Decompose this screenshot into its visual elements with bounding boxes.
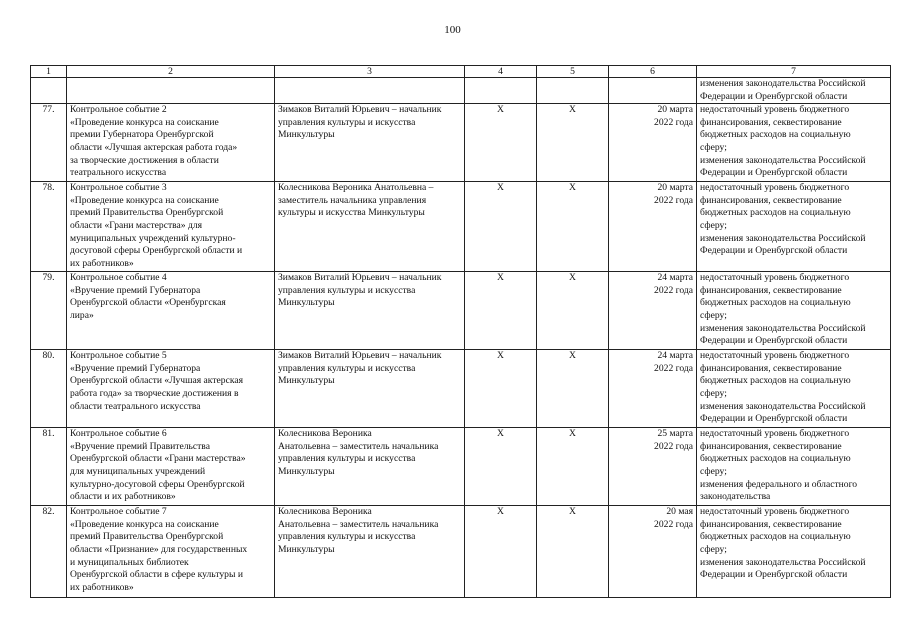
date-cell: 20 мая 2022 года: [609, 506, 697, 598]
cont-risks: изменения законодательства Российской Федерации и Оренбургской области: [697, 78, 891, 104]
header-row: [31, 66, 891, 78]
header-col-1: 1: [31, 66, 67, 78]
date-cell: 24 марта 2022 года: [609, 272, 697, 350]
event-cell: Контрольное событие 2 «Проведение конкурса на соискание премии Губернатора Оренбургской области «Лучшая актерская работа года» за творческие достижения в области театрального искусства: [67, 104, 275, 182]
cont-cell: [67, 78, 275, 104]
responsible-cell: Колесникова Вероника Анатольевна – заместитель начальника управления культуры и искусства Минкультуры: [275, 182, 465, 272]
col4-cell: X: [465, 104, 537, 182]
table-row: [31, 350, 891, 428]
table-row: [31, 104, 891, 182]
date-cell: 24 марта 2022 года: [609, 350, 697, 428]
col4-cell: X: [465, 350, 537, 428]
risks-cell: недостаточный уровень бюджетного финансирования, секвестирование бюджетных расходов на социальную сферу; изменения федерального и областного законодательства: [697, 428, 891, 506]
table-row: [31, 272, 891, 350]
table-row: [31, 428, 891, 506]
event-cell: Контрольное событие 6 «Вручение премий Правительства Оренбургской области «Грани мастерства» для муниципальных учреждений культурно-досуговой сферы Оренбургской области и их работников»: [67, 428, 275, 506]
row-number: 80.: [31, 350, 67, 428]
col4-cell: X: [465, 506, 537, 598]
event-cell: Контрольное событие 7 «Проведение конкурса на соискание премий Правительства Оренбургской области «Признание» для государственных и муниципальных библиотек Оренбургской области в сфере культуры и их работников»: [67, 506, 275, 598]
col5-cell: X: [537, 104, 609, 182]
col5-cell: X: [537, 428, 609, 506]
responsible-cell: Зимаков Виталий Юрьевич – начальник управления культуры и искусства Минкультуры: [275, 272, 465, 350]
table-row: [31, 182, 891, 272]
event-cell: Контрольное событие 4 «Вручение премий Губернатора Оренбургской области «Оренбургская лира»: [67, 272, 275, 350]
risks-cell: недостаточный уровень бюджетного финансирования, секвестирование бюджетных расходов на социальную сферу; изменения законодательства Российской Федерации и Оренбургской области: [697, 350, 891, 428]
col5-cell: X: [537, 506, 609, 598]
col4-cell: X: [465, 182, 537, 272]
col5-cell: X: [537, 350, 609, 428]
table-row: [31, 506, 891, 598]
risks-cell: недостаточный уровень бюджетного финансирования, секвестирование бюджетных расходов на социальную сферу; изменения законодательства Российской Федерации и Оренбургской области: [697, 506, 891, 598]
plan-table: [30, 65, 891, 598]
risks-cell: недостаточный уровень бюджетного финансирования, секвестирование бюджетных расходов на социальную сферу; изменения законодательства Российской Федерации и Оренбургской области: [697, 104, 891, 182]
header-col-6: 6: [609, 66, 697, 78]
col4-cell: X: [465, 428, 537, 506]
cont-cell: [31, 78, 67, 104]
continuation-row: [31, 78, 891, 104]
risks-cell: недостаточный уровень бюджетного финансирования, секвестирование бюджетных расходов на социальную сферу; изменения законодательства Российской Федерации и Оренбургской области: [697, 182, 891, 272]
date-cell: 20 марта 2022 года: [609, 182, 697, 272]
date-cell: 20 марта 2022 года: [609, 104, 697, 182]
row-number: 78.: [31, 182, 67, 272]
event-cell: Контрольное событие 3 «Проведение конкурса на соискание премий Правительства Оренбургской области «Грани мастерства» для муниципальных учреждений культурно- досуговой сферы Оренбургской области и их работников»: [67, 182, 275, 272]
responsible-cell: Колесникова Вероника Анатольевна – заместитель начальника управления культуры и искусства Минкультуры: [275, 506, 465, 598]
header-col-2: 2: [67, 66, 275, 78]
row-number: 77.: [31, 104, 67, 182]
responsible-cell: Зимаков Виталий Юрьевич – начальник управления культуры и искусства Минкультуры: [275, 104, 465, 182]
header-col-5: 5: [537, 66, 609, 78]
col5-cell: X: [537, 272, 609, 350]
col4-cell: X: [465, 272, 537, 350]
cont-cell: [537, 78, 609, 104]
date-cell: 25 марта 2022 года: [609, 428, 697, 506]
cont-cell: [465, 78, 537, 104]
page-number: 100: [444, 24, 461, 36]
header-col-3: 3: [275, 66, 465, 78]
row-number: 79.: [31, 272, 67, 350]
responsible-cell: Колесникова Вероника Анатольевна – заместитель начальника управления культуры и искусства Минкультуры: [275, 428, 465, 506]
responsible-cell: Зимаков Виталий Юрьевич – начальник управления культуры и искусства Минкультуры: [275, 350, 465, 428]
risks-cell: недостаточный уровень бюджетного финансирования, секвестирование бюджетных расходов на социальную сферу; изменения законодательства Российской Федерации и Оренбургской области: [697, 272, 891, 350]
col5-cell: X: [537, 182, 609, 272]
header-col-7: 7: [697, 66, 891, 78]
row-number: 81.: [31, 428, 67, 506]
row-number: 82.: [31, 506, 67, 598]
header-col-4: 4: [465, 66, 537, 78]
event-cell: Контрольное событие 5 «Вручение премий Губернатора Оренбургской области «Лучшая актерская работа года» за творческие достижения в области театрального искусства: [67, 350, 275, 428]
cont-cell: [609, 78, 697, 104]
cont-cell: [275, 78, 465, 104]
